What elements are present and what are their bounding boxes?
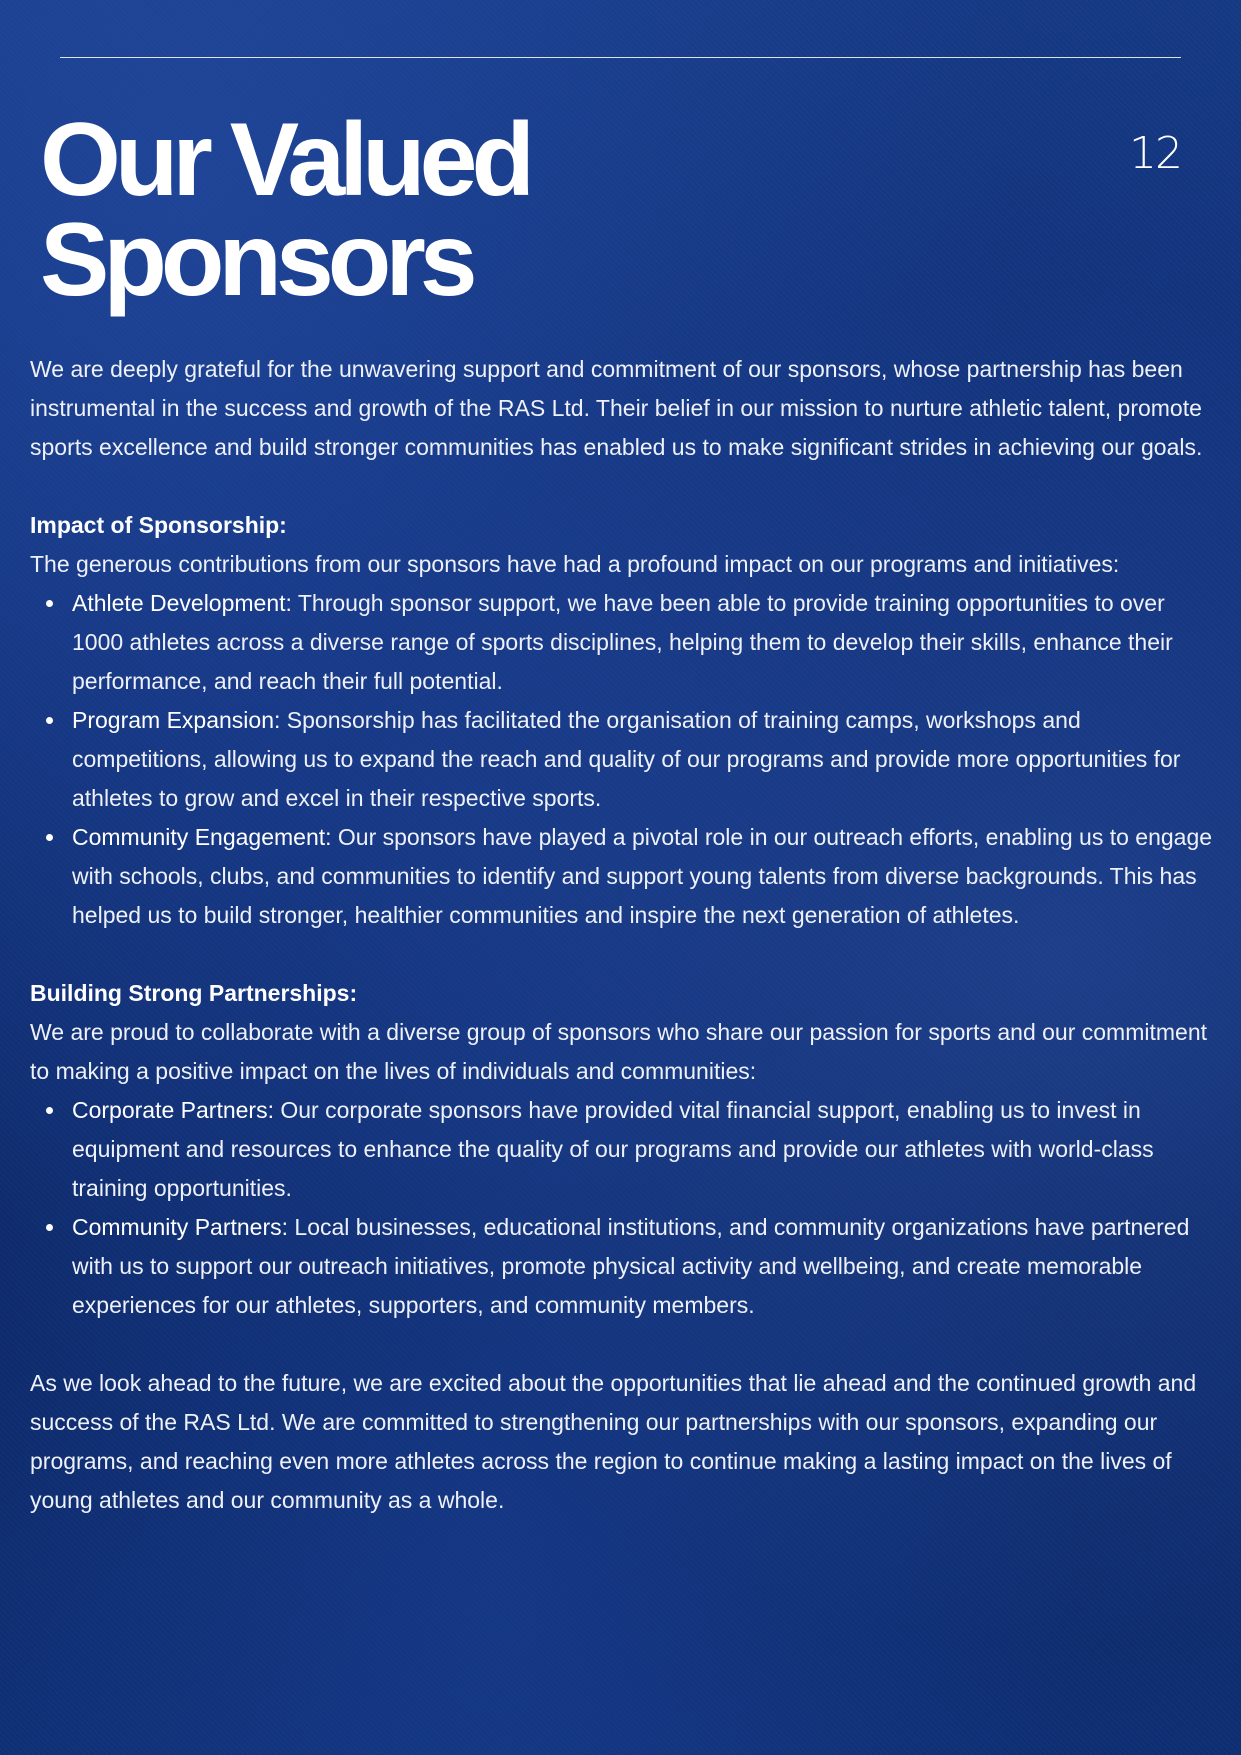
page-title: [40, 102, 740, 318]
impact-lead: The generous contributions from our sponsors have had a profound impact on our programs and initiatives:: [30, 551, 1120, 577]
spacer: [30, 935, 1220, 974]
list-item-text: Sponsorship has facilitated the organisation of training camps, workshops and competitions, allowing us to expand the reach and quality of our programs and provide more opportunities for athletes to grow and excel in their respective sports.: [72, 707, 1181, 811]
list-item-text: Our sponsors have played a pivotal role in our outreach efforts, enabling us to engage with schools, clubs, and communities to identify and support young talents from diverse backgrounds. This has helped us to build stronger, healthier communities and inspire the next generation of athletes.: [72, 824, 1213, 928]
list-item-text: Through sponsor support, we have been able to provide training opportunities to over 1000 athletes across a diverse range of sports disciplines, helping them to develop their skills, enhance their performance, and reach their full potential.: [72, 590, 1173, 694]
partnerships-heading: Building Strong Partnerships:: [30, 980, 358, 1006]
list-item-athlete-development: [30, 584, 1220, 701]
spacer: [30, 467, 1220, 506]
list-item-term: Community Engagement:: [72, 824, 332, 850]
page-number: 12: [1129, 128, 1181, 179]
impact-list: [30, 584, 1220, 935]
body-content: [30, 350, 1220, 1520]
closing-paragraph: As we look ahead to the future, we are excited about the opportunities that lie ahead and the continued growth and success of the RAS Ltd. We are committed to strengthening our partnerships with our sponsors, expanding our programs, and reaching even more athletes across the region to continue making a lasting impact on the lives of young athletes and our community as a whole.: [30, 1370, 1197, 1513]
partnerships-lead: We are proud to collaborate with a diverse group of sponsors who share our passion for sports and our commitment to making a positive impact on the lives of individuals and communities:: [30, 1019, 1208, 1084]
list-item-community-partners: [30, 1208, 1220, 1325]
list-item-term: Program Expansion:: [72, 707, 281, 733]
list-item-corporate-partners: [30, 1091, 1220, 1208]
page-title-line2: Sponsors: [40, 202, 472, 318]
intro-paragraph: We are deeply grateful for the unwavering support and commitment of our sponsors, whose partnership has been instrumental in the success and growth of the RAS Ltd. Their belief in our mission to nurture athletic talent, promote sports excellence and build stronger communities has enabled us to make significant strides in achieving our goals.: [30, 356, 1203, 460]
page-title-line1: Our Valued: [40, 102, 530, 218]
list-item-term: Corporate Partners:: [72, 1097, 274, 1123]
list-item-program-expansion: [30, 701, 1220, 818]
list-item-text: Local businesses, educational institutions, and community organizations have partnered with us to support our outreach initiatives, promote physical activity and wellbeing, and create memorable experiences for our athletes, supporters, and community members.: [72, 1214, 1190, 1318]
list-item-text: Our corporate sponsors have provided vital financial support, enabling us to invest in equipment and resources to enhance the quality of our programs and provide our athletes with world-class training opportunities.: [72, 1097, 1154, 1201]
impact-heading: Impact of Sponsorship:: [30, 512, 287, 538]
list-item-term: Athlete Development:: [72, 590, 292, 616]
partnerships-list: [30, 1091, 1220, 1325]
spacer: [30, 1325, 1220, 1364]
top-divider: [60, 57, 1181, 58]
list-item-community-engagement: [30, 818, 1220, 935]
list-item-term: Community Partners:: [72, 1214, 289, 1240]
